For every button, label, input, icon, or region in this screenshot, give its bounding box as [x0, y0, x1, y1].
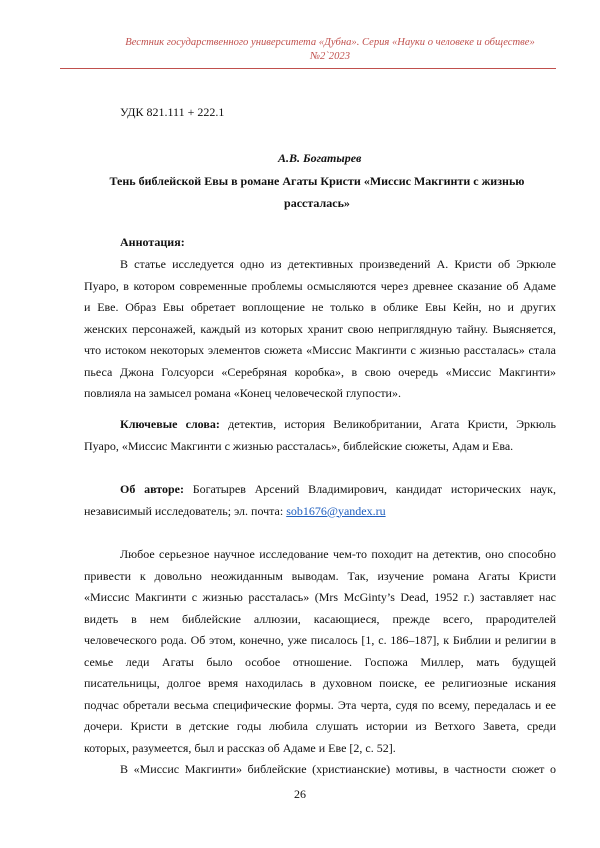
about-author-line	[120, 479, 556, 501]
journal-header-title: Вестник государственного университета «Дубна». Серия «Науки о человеке и обществе»	[90, 36, 570, 50]
annotation-line: повлияла на замысел романа «Конец человеческой глупости».	[84, 383, 556, 405]
annotation-line: В статье исследуется одно из детективных произведений А. Кристи об Эркюле	[120, 254, 556, 276]
page-number: 26	[0, 787, 600, 802]
keywords-block-cont	[84, 436, 556, 458]
body-line: писательницы, долгое время находилась в духовном поиске, ее религиозные искания	[84, 673, 556, 695]
body-paragraph-1	[120, 544, 556, 566]
body-line: Любое серьезное научное исследование чем-то походит на детектив, оно способно	[120, 544, 556, 566]
annotation-text	[120, 254, 556, 276]
body-line: человеческого рода. Об этом, конечно, уже писалось [1, с. 186–187], к Библии и религии в	[84, 630, 556, 652]
body-line: которых, разумеется, был и рассказ об Адаме и Еве [2, с. 52].	[84, 738, 556, 760]
body-paragraph-2	[120, 759, 556, 781]
keywords-line	[120, 414, 556, 436]
body-line: подчас обретали весьма специфические формы. Эта черта, судя по всему, передалась и ее	[84, 695, 556, 717]
annotation-label: Аннотация:	[120, 235, 185, 249]
annotation-label-block	[120, 232, 556, 254]
body-line: дочери. Кристи в детские годы любила слушать истории из Ветхого Завета, среди	[84, 716, 556, 738]
keywords-block	[120, 414, 556, 436]
udk-code: УДК 821.111 + 222.1	[120, 105, 224, 120]
about-author-block	[120, 479, 556, 501]
keywords-text: детектив, история Великобритании, Агата Кристи, Эркюль	[220, 417, 556, 431]
about-author-block-cont	[84, 501, 556, 523]
annotation-text-cont	[84, 276, 556, 405]
author-email-link[interactable]: sob1676@yandex.ru	[286, 504, 385, 518]
about-author-affiliation: независимый исследователь; эл. почта:	[84, 504, 286, 518]
article-author: А.В. Богатырев	[278, 151, 361, 166]
annotation-line: женских персонажей, каждый из которых хранит свою неприглядную тайну. Выясняется,	[84, 319, 556, 341]
body-line: видеть в нем библейские аллюзии, касающиеся, прежде всего, прародителей	[84, 609, 556, 631]
body-line: привести к довольно неожиданным выводам. Так, изучение романа Агаты Кристи	[84, 566, 556, 588]
about-author-text: Богатырев Арсений Владимирович, кандидат исторических наук,	[184, 482, 556, 496]
annotation-line: что истоком некоторых элементов сюжета «Миссис Макгинти с жизнью рассталась» стала	[84, 340, 556, 362]
body-line: В «Миссис Макгинти» библейские (христианские) мотивы, в частности сюжет о	[120, 759, 556, 781]
annotation-line: Пуаро, в котором современные проблемы осмысляются через древнее сказание об Адаме	[84, 276, 556, 298]
body-line: семье леди Агаты было особое отношение. Госпожа Миллер, мать будущей	[84, 652, 556, 674]
body-line: «Миссис Макгинти с жизнью рассталась» (Mrs McGinty’s Dead, 1952 г.) заставляет нас	[84, 587, 556, 609]
annotation-line: пьеса Джона Голсуорси «Серебряная коробка», в свою очередь «Миссис Макгинти»	[84, 362, 556, 384]
about-author-line	[84, 501, 556, 523]
article-title	[95, 171, 539, 214]
header-divider	[60, 68, 556, 69]
keywords-label: Ключевые слова:	[120, 417, 220, 431]
article-title-line: Тень библейской Евы в романе Агаты Кристи «Миссис Макгинти с жизнью	[95, 171, 539, 193]
annotation-line: и Еве. Образ Евы обретает воплощение не только в облике Евы Кейн, но и других	[84, 297, 556, 319]
body-paragraph-1-cont	[84, 566, 556, 760]
article-title-line: рассталась»	[95, 193, 539, 215]
keywords-line: Пуаро, «Миссис Макгинти с жизнью рассталась», библейские сюжеты, Адам и Ева.	[84, 436, 556, 458]
journal-header	[90, 36, 570, 64]
about-author-label: Об авторе:	[120, 482, 184, 496]
journal-header-issue: №2`2023	[90, 50, 570, 64]
